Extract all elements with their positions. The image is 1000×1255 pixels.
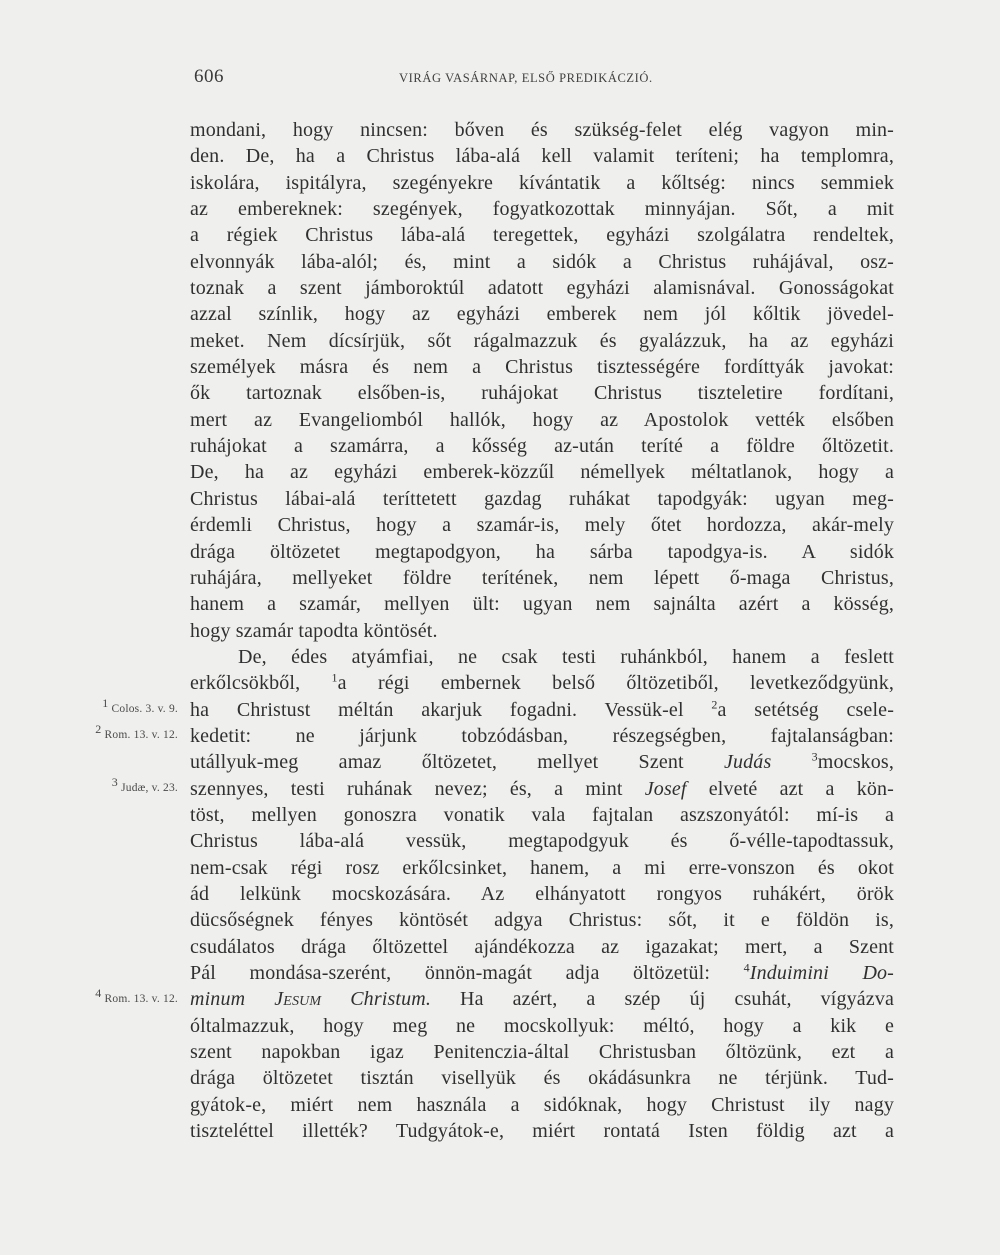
text-line: Pál mondása-szerént, önnön-magát adja öltözetül: $^4$Induimini Do- xyxy=(190,960,894,984)
text-line: azzal színlik, hogy az egyházi emberek nem jól kőltik jövedel- xyxy=(190,303,894,326)
footnote-ref: 4 xyxy=(743,960,750,975)
text-line: gyátok-e, miért nem használa a sidóknak, hogy Christust ily nagy xyxy=(190,1093,894,1116)
text-line: ruhájokat a szamárra, a kősség az-után teríté a földre őltözetit. xyxy=(190,435,894,458)
text-line: den. De, ha a Christus lába-alá kell valamit teríteni; ha templomra, xyxy=(190,145,894,168)
text-line: csudálatos drága őltözettel ajándékozza az igazakat; mert, a Szent xyxy=(190,935,894,958)
text-line: érdemli Christus, hogy a szamár-is, mely őtet hordozza, akár-mely xyxy=(190,514,894,537)
text-line: hanem a szamár, mellyen ült: ugyan nem sajnálta azért a kösség, xyxy=(190,593,894,616)
text-line: tiszteléttel illették? Tudgyátok-e, miért rontatá Isten földig azt a xyxy=(190,1120,894,1143)
text-line: ők tartoznak elsőben-is, ruhájokat Christus tiszteletire fordítani, xyxy=(190,382,894,405)
text-line: Christus lábai-alá teríttetett gazdag ruhákat tapodgyák: ugyan meg- xyxy=(190,487,894,510)
page-header xyxy=(194,66,894,90)
margin-note: 2 Rom. 13. v. 12. xyxy=(95,722,178,741)
text-line: De, édes atyámfiai, ne csak testi ruhánkból, hanem a feslett xyxy=(238,645,894,668)
text-line: személyek másra és nem a Christus tisztességére fordíttyák javokat: xyxy=(190,356,894,379)
text-line: kedetit: ne járjunk tobzódásban, részegségben, fajtalanságban: xyxy=(190,724,894,747)
margin-note: 4 Rom. 13. v. 12. xyxy=(95,986,178,1005)
page-number: 606 xyxy=(194,66,224,87)
footnote-ref: 3 xyxy=(811,749,818,764)
text-line: erkőlcsökből, $^1$a régi embernek belső őltözetiből, levetkeződgyünk, xyxy=(190,670,894,695)
text-line: toznak a szent jámboroktúl adatott egyházi alamisnával. Gonosságokat xyxy=(190,277,894,300)
footnote-ref: 1 xyxy=(331,670,338,685)
text-line: minum Jesum Christum. Ha azért, a szép új csuhát, vígyázva xyxy=(190,988,894,1011)
text-line: a régiek Christus lába-alá teregettek, egyházi szolgálatra rendeltek, xyxy=(190,224,894,247)
text-line: iskolára, ispitályra, szegényekre kívántatik a kőltség: nincs semmiek xyxy=(190,171,894,194)
text-line: drága öltözetet megtapodgyon, ha sárba tapodgya-is. A sidók xyxy=(190,540,894,563)
text-line: dücsőségnek fényes köntösét adgya Christus: sőt, it e földön is, xyxy=(190,909,894,932)
text-line: töst, mellyen gonoszra vonatik vala fajtalan aszszonyától: mí-is a xyxy=(190,803,894,826)
text-line: ád lelkünk mocskozására. Az elhányatott rongyos ruhákért, örök xyxy=(190,882,894,905)
text-line: szennyes, testi ruhának nevez; és, a mint Josef elveté azt a kön- xyxy=(190,777,894,800)
text-line: utállyuk-meg amaz őltözetet, mellyet Szent Judás $^3$mocskos, xyxy=(190,749,894,774)
text-line: ruhájára, mellyeket földre terítének, nem lépett ő-maga Christus, xyxy=(190,566,894,589)
text-line: nem-csak régi rosz erkőlcsinket, hanem, a mi erre-vonszon és okot xyxy=(190,856,894,879)
text-line: mert az Evangeliomból hallók, hogy az Apostolok vették elsőben xyxy=(190,408,894,431)
margin-note: 3 Judæ, v. 23. xyxy=(111,775,178,794)
text-line: De, ha az egyházi emberek-közzűl némellyek méltatlanok, hogy a xyxy=(190,461,894,484)
text-line: az embereknek: szegények, fogyatkozottak minnyájan. Sőt, a mit xyxy=(190,198,894,221)
text-line: elvonnyák lába-alól; és, mint a sidók a Christus ruhájával, osz- xyxy=(190,250,894,273)
running-head: VIRÁG VASÁRNAP, ELSŐ PREDIKÁCZIÓ. xyxy=(399,71,653,85)
text-line: Christus lába-alá vessük, megtapodgyuk és ő-vélle-tapodtassuk, xyxy=(190,830,894,853)
footnote-ref: 2 xyxy=(711,696,718,711)
text-line: meket. Nem dícsírjük, sőt rágalmazzuk és gyalázzuk, ha az egyházi xyxy=(190,329,894,352)
text-line: óltalmazzuk, hogy meg ne mocskollyuk: méltó, hogy a kik e xyxy=(190,1014,894,1037)
text-line: drága öltözetet tisztán visellyük és okádásunkra ne térjünk. Tud- xyxy=(190,1067,894,1090)
body-text xyxy=(190,117,894,1144)
text-line: mondani, hogy nincsen: bőven és szükség-felet elég vagyon min- xyxy=(190,119,894,141)
text-line: ha Christust méltán akarjuk fogadni. Vessük-el $^2$a setétség csele- xyxy=(190,696,895,721)
margin-note: 1 Colos. 3. v. 9. xyxy=(102,696,178,715)
text-line: szent napokban igaz Penitenczia-által Christusban őltözünk, ezt a xyxy=(190,1041,894,1064)
text-line: hogy szamár tapodta köntösét. xyxy=(190,619,438,642)
